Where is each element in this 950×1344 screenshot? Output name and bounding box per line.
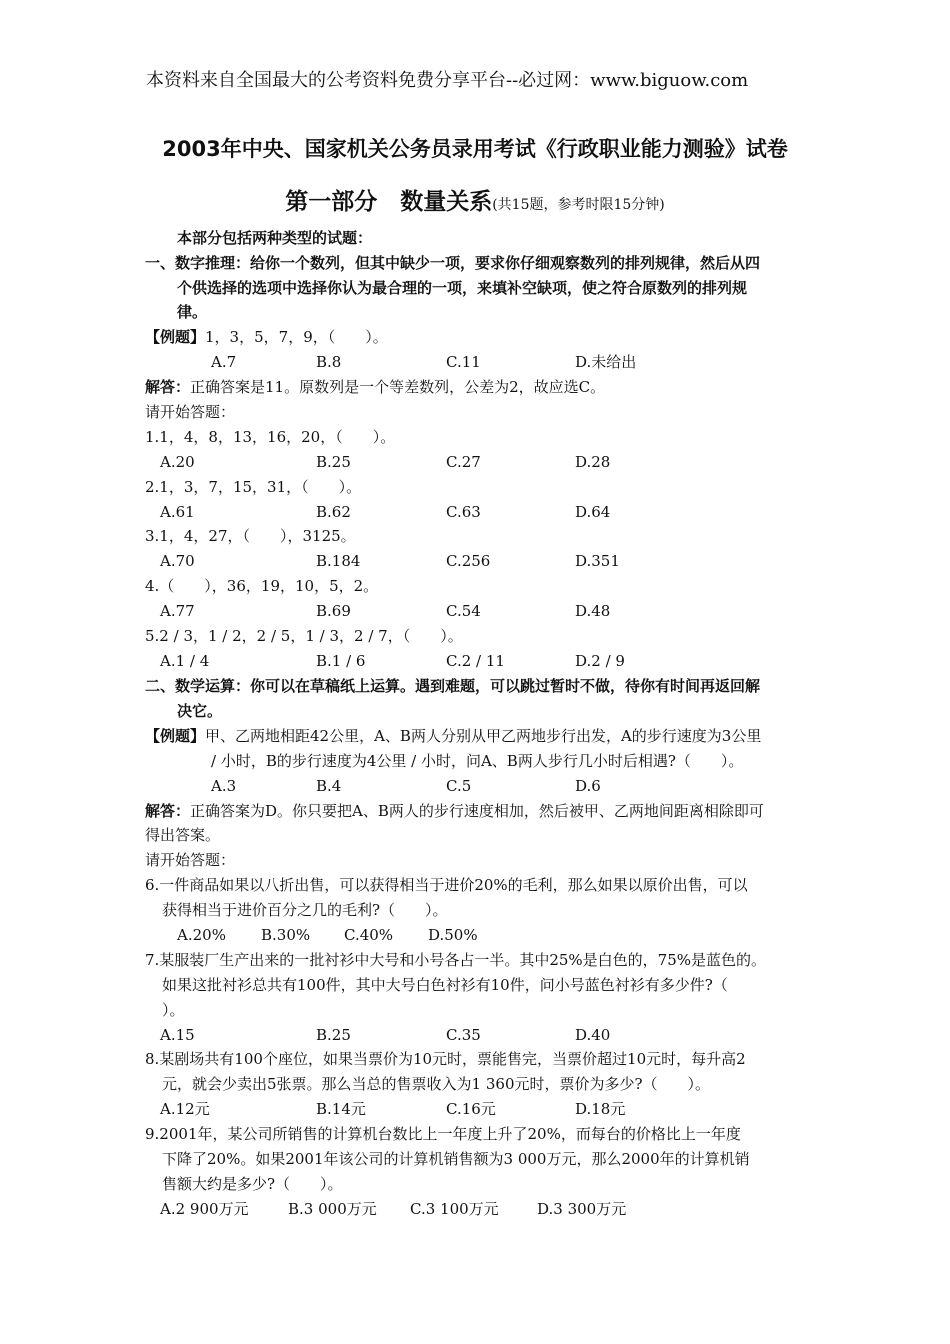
- option-a: A.2 900万元: [160, 1200, 249, 1218]
- section2-line: 二、数学运算：你可以在草稿纸上运算。遇到难题，可以跳过暂时不做，待你有时间再返回解: [145, 677, 761, 695]
- option-c: C.54: [446, 602, 481, 620]
- question-6-line2: 获得相当于进价百分之几的毛利?（ ）。: [162, 901, 448, 919]
- example2-line2: / 小时，B的步行速度为4公里 / 小时，问A、B两人步行几小时后相遇?（ ）。: [211, 752, 744, 770]
- option-b: B.62: [316, 503, 351, 521]
- example1: [145, 327, 388, 347]
- option-a: A.1 / 4: [160, 652, 210, 670]
- option-b: B.1 / 6: [316, 652, 366, 670]
- option-d: D.50%: [428, 926, 478, 944]
- option-d: D.2 / 9: [575, 652, 625, 670]
- answer-text: 正确答案为D。你只要把A、B两人的步行速度相加，然后被甲、乙两地间距离相除即可: [190, 802, 764, 820]
- example-label: 【例题】: [145, 328, 206, 346]
- option-c: C.16元: [446, 1100, 496, 1118]
- question-6: 6.一件商品如果以八折出售，可以获得相当于进价20%的毛利，那么如果以原价出售，可以: [145, 876, 748, 894]
- section1-line: 一、数字推理：给你一个数列，但其中缺少一项，要求你仔细观察数列的排列规律，然后从四: [145, 254, 761, 272]
- option-a: A.3: [211, 777, 237, 795]
- source-header: 本资料来自全国最大的公考资料免费分享平台--必过网：www.biguow.com: [146, 70, 749, 91]
- question-2: 2.1，3，7，15，31，（ ）。: [145, 478, 362, 496]
- option-d: D.351: [575, 552, 620, 570]
- option-c: C.256: [446, 552, 491, 570]
- question-5: 5.2 / 3，1 / 2，2 / 5，1 / 3，2 / 7，（ ）。: [145, 627, 463, 645]
- question-3: 3.1，4，27，（ ），3125。: [145, 527, 356, 545]
- option-a: A.15: [160, 1026, 195, 1044]
- option-a: A.20: [160, 453, 195, 471]
- option-a: A.61: [160, 503, 195, 521]
- option-b: B.30%: [261, 926, 311, 944]
- option-d: D.未给出: [575, 353, 637, 371]
- option-a: A.20%: [177, 926, 226, 944]
- option-a: A.12元: [160, 1100, 210, 1118]
- question-7: 7.某服装厂生产出来的一批衬衫中大号和小号各占一半。其中25%是白色的，75%是蓝色的。: [145, 951, 766, 969]
- option-b: B.3 000万元: [288, 1200, 377, 1218]
- option-c: C.63: [446, 503, 481, 521]
- question-9-line2: 下降了20%。如果2001年该公司的计算机销售额为3 000万元，那么2000年的计算机销: [162, 1150, 750, 1168]
- option-d: D.64: [575, 503, 611, 521]
- option-b: B.14元: [316, 1100, 366, 1118]
- option-c: C.3 100万元: [410, 1200, 499, 1218]
- example-text: 1，3，5，7，9，（ ）。: [205, 328, 388, 346]
- option-b: B.25: [316, 453, 351, 471]
- part-title: 第一部分 数量关系: [285, 189, 493, 215]
- option-d: D.48: [575, 602, 611, 620]
- part-heading: [0, 183, 950, 216]
- option-a: A.70: [160, 552, 195, 570]
- option-d: D.3 300万元: [537, 1200, 627, 1218]
- option-d: D.28: [575, 453, 611, 471]
- intro-text: 本部分包括两种类型的试题：: [177, 229, 373, 247]
- start-prompt: 请开始答题：: [145, 403, 236, 421]
- option-b: B.69: [316, 602, 351, 620]
- option-d: D.40: [575, 1026, 611, 1044]
- option-a: A.7: [211, 353, 237, 371]
- option-c: C.5: [446, 777, 472, 795]
- question-9-line3: 售额大约是多少?（ ）。: [162, 1175, 343, 1193]
- option-c: C.35: [446, 1026, 481, 1044]
- answer-label: 解答：: [145, 802, 191, 820]
- start-prompt: 请开始答题：: [145, 851, 236, 869]
- example2: [145, 726, 761, 746]
- example2-answer: [145, 801, 764, 821]
- option-a: A.77: [160, 602, 195, 620]
- question-7-line2: 如果这批衬衫总共有100件，其中大号白色衬衫有10件，问小号蓝色衬衫有多少件?（: [162, 976, 728, 994]
- option-c: C.27: [446, 453, 481, 471]
- option-d: D.6: [575, 777, 601, 795]
- question-8: 8.某剧场共有100个座位，如果当票价为10元时，票能售完，当票价超过10元时，每升高2: [145, 1050, 746, 1068]
- question-1: 1.1，4，8，13，16，20，（ ）。: [145, 428, 396, 446]
- section2-line: 决它。: [177, 702, 223, 720]
- option-b: B.8: [316, 353, 342, 371]
- option-c: C.40%: [344, 926, 394, 944]
- option-b: B.184: [316, 552, 361, 570]
- option-c: C.11: [446, 353, 481, 371]
- option-b: B.4: [316, 777, 342, 795]
- answer-text: 正确答案是11。原数列是一个等差数列，公差为2，故应选C。: [190, 378, 606, 396]
- part-note: (共15题，参考时限15分钟): [492, 197, 665, 213]
- option-b: B.25: [316, 1026, 351, 1044]
- question-4: 4.（ ），36，19，10，5，2。: [145, 577, 379, 595]
- example1-answer: [145, 377, 605, 397]
- example-label: 【例题】: [145, 727, 206, 745]
- question-8-line2: 元，就会少卖出5张票。那么当总的售票收入为1 360元时，票价为多少?（ ）。: [162, 1075, 711, 1093]
- exam-title: 2003年中央、国家机关公务员录用考试《行政职业能力测验》试卷: [162, 137, 788, 161]
- answer-label: 解答：: [145, 378, 191, 396]
- option-c: C.2 / 11: [446, 652, 505, 670]
- section1-line: 个供选择的选项中选择你认为最合理的一项，来填补空缺项，使之符合原数列的排列规: [177, 279, 748, 297]
- section1-line: 律。: [177, 303, 208, 321]
- example-text: 甲、乙两地相距42公里，A、B两人分别从甲乙两地步行出发，A的步行速度为3公里: [205, 727, 762, 745]
- example2-answer-line2: 得出答案。: [145, 826, 221, 844]
- question-9: 9.2001年，某公司所销售的计算机台数比上一年度上升了20%，而每台的价格比上一年度: [145, 1125, 741, 1143]
- option-d: D.18元: [575, 1100, 626, 1118]
- question-7-line3: ）。: [162, 1001, 185, 1019]
